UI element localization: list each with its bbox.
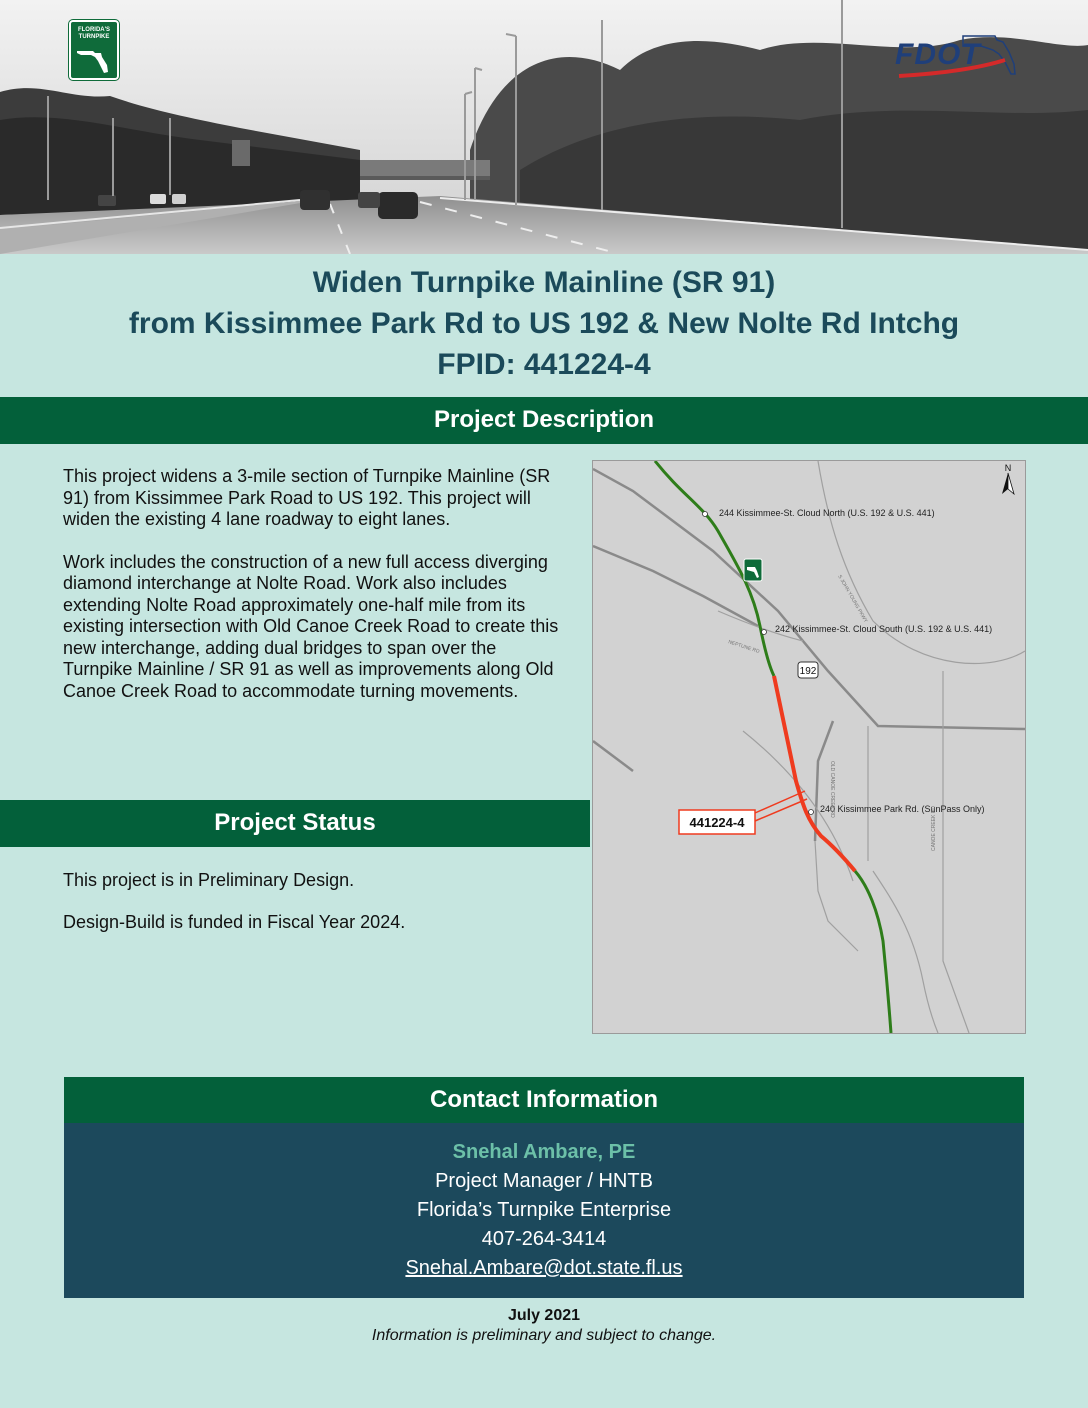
- exit-242-label: 242 Kissimmee-St. Cloud South (U.S. 192 & U.S. 441): [775, 624, 993, 634]
- fdot-logo: [893, 30, 1018, 86]
- turnpike-mainline-south: [855, 871, 891, 1033]
- fdot-logo-text: FDOT: [895, 38, 981, 71]
- turnpike-logo-text: FLORIDA'S TURNPIKE: [77, 27, 111, 40]
- exit-244-label: 244 Kissimmee-St. Cloud North (U.S. 192 & U.S. 441): [719, 508, 935, 518]
- footer-note: Information is preliminary and subject to change.: [371, 1327, 717, 1344]
- title-line-2: from Kissimmee Park Rd to US 192 & New Nolte Rd Intchg: [128, 307, 960, 340]
- map-minor-roads: [718, 461, 1025, 1033]
- road-label-canoe-creek: CANOE CREEK RD: [931, 805, 937, 851]
- road-label-john-young: S JOHN YOUNG PKWY: [836, 574, 869, 624]
- footer: [0, 1306, 1088, 1346]
- project-callout: [679, 791, 807, 834]
- project-status-heading: Project Status: [0, 800, 590, 847]
- footer-date: July 2021: [507, 1307, 581, 1324]
- contact-heading: Contact Information: [64, 1077, 1024, 1123]
- contact-organization: Florida’s Turnpike Enterprise: [416, 1199, 672, 1221]
- florida-state-icon: [71, 47, 117, 75]
- us-192-shield: [798, 662, 818, 678]
- north-label: N: [1004, 463, 1012, 473]
- contact-card: [64, 1123, 1024, 1298]
- page-title: [0, 262, 1088, 385]
- project-description-heading: Project Description: [0, 397, 1088, 444]
- road-label-neptune: NEPTUNE RD: [727, 639, 761, 655]
- turnpike-shield-icon: [744, 559, 762, 581]
- project-description-text: [63, 466, 563, 723]
- description-paragraph-2: Work includes the construction of a new full access diverging diamond interchange at Nolte Road. Work also includes extending Nolte Road approximately one-half mile from its existing intersection with Old Canoe Creek Road to create this new interchange, adding dual bridges to span over the Turnpike Mainline / SR 91 as well as improvements along Old Canoe Creek Road to accommodate turning movements.: [63, 551, 559, 701]
- map-roads: [593, 469, 1025, 841]
- status-line-1: This project is in Preliminary Design.: [63, 870, 355, 890]
- exit-240-label: 240 Kissimmee Park Rd. (SunPass Only): [820, 804, 985, 814]
- project-callout-label: 441224-4: [689, 815, 745, 830]
- contact-phone: 407-264-3414: [481, 1228, 607, 1250]
- contact-role: Project Manager / HNTB: [435, 1170, 653, 1192]
- turnpike-logo: [69, 20, 119, 80]
- status-line-2: Design-Build is funded in Fiscal Year 2024.: [63, 911, 406, 932]
- project-map: [592, 460, 1026, 1034]
- project-map-svg: [593, 461, 1025, 1033]
- title-fpid: FPID: 441224-4: [437, 348, 651, 381]
- contact-email-link[interactable]: Snehal.Ambare@dot.state.fl.us: [405, 1257, 683, 1279]
- title-line-1: Widen Turnpike Mainline (SR 91): [312, 266, 776, 299]
- description-paragraph-1: This project widens a 3-mile section of Turnpike Mainline (SR 91) from Kissimmee Park Road to US 192. This project will widen the existing 4 lane roadway to eight lanes.: [63, 466, 551, 529]
- north-arrow-icon: [1002, 463, 1014, 494]
- project-status-text: [63, 870, 563, 953]
- route-shield-label: 192: [799, 666, 817, 677]
- road-label-old-canoe-creek: OLD CANOE CREEK RD: [829, 761, 835, 818]
- contact-name: Snehal Ambare, PE: [452, 1141, 636, 1163]
